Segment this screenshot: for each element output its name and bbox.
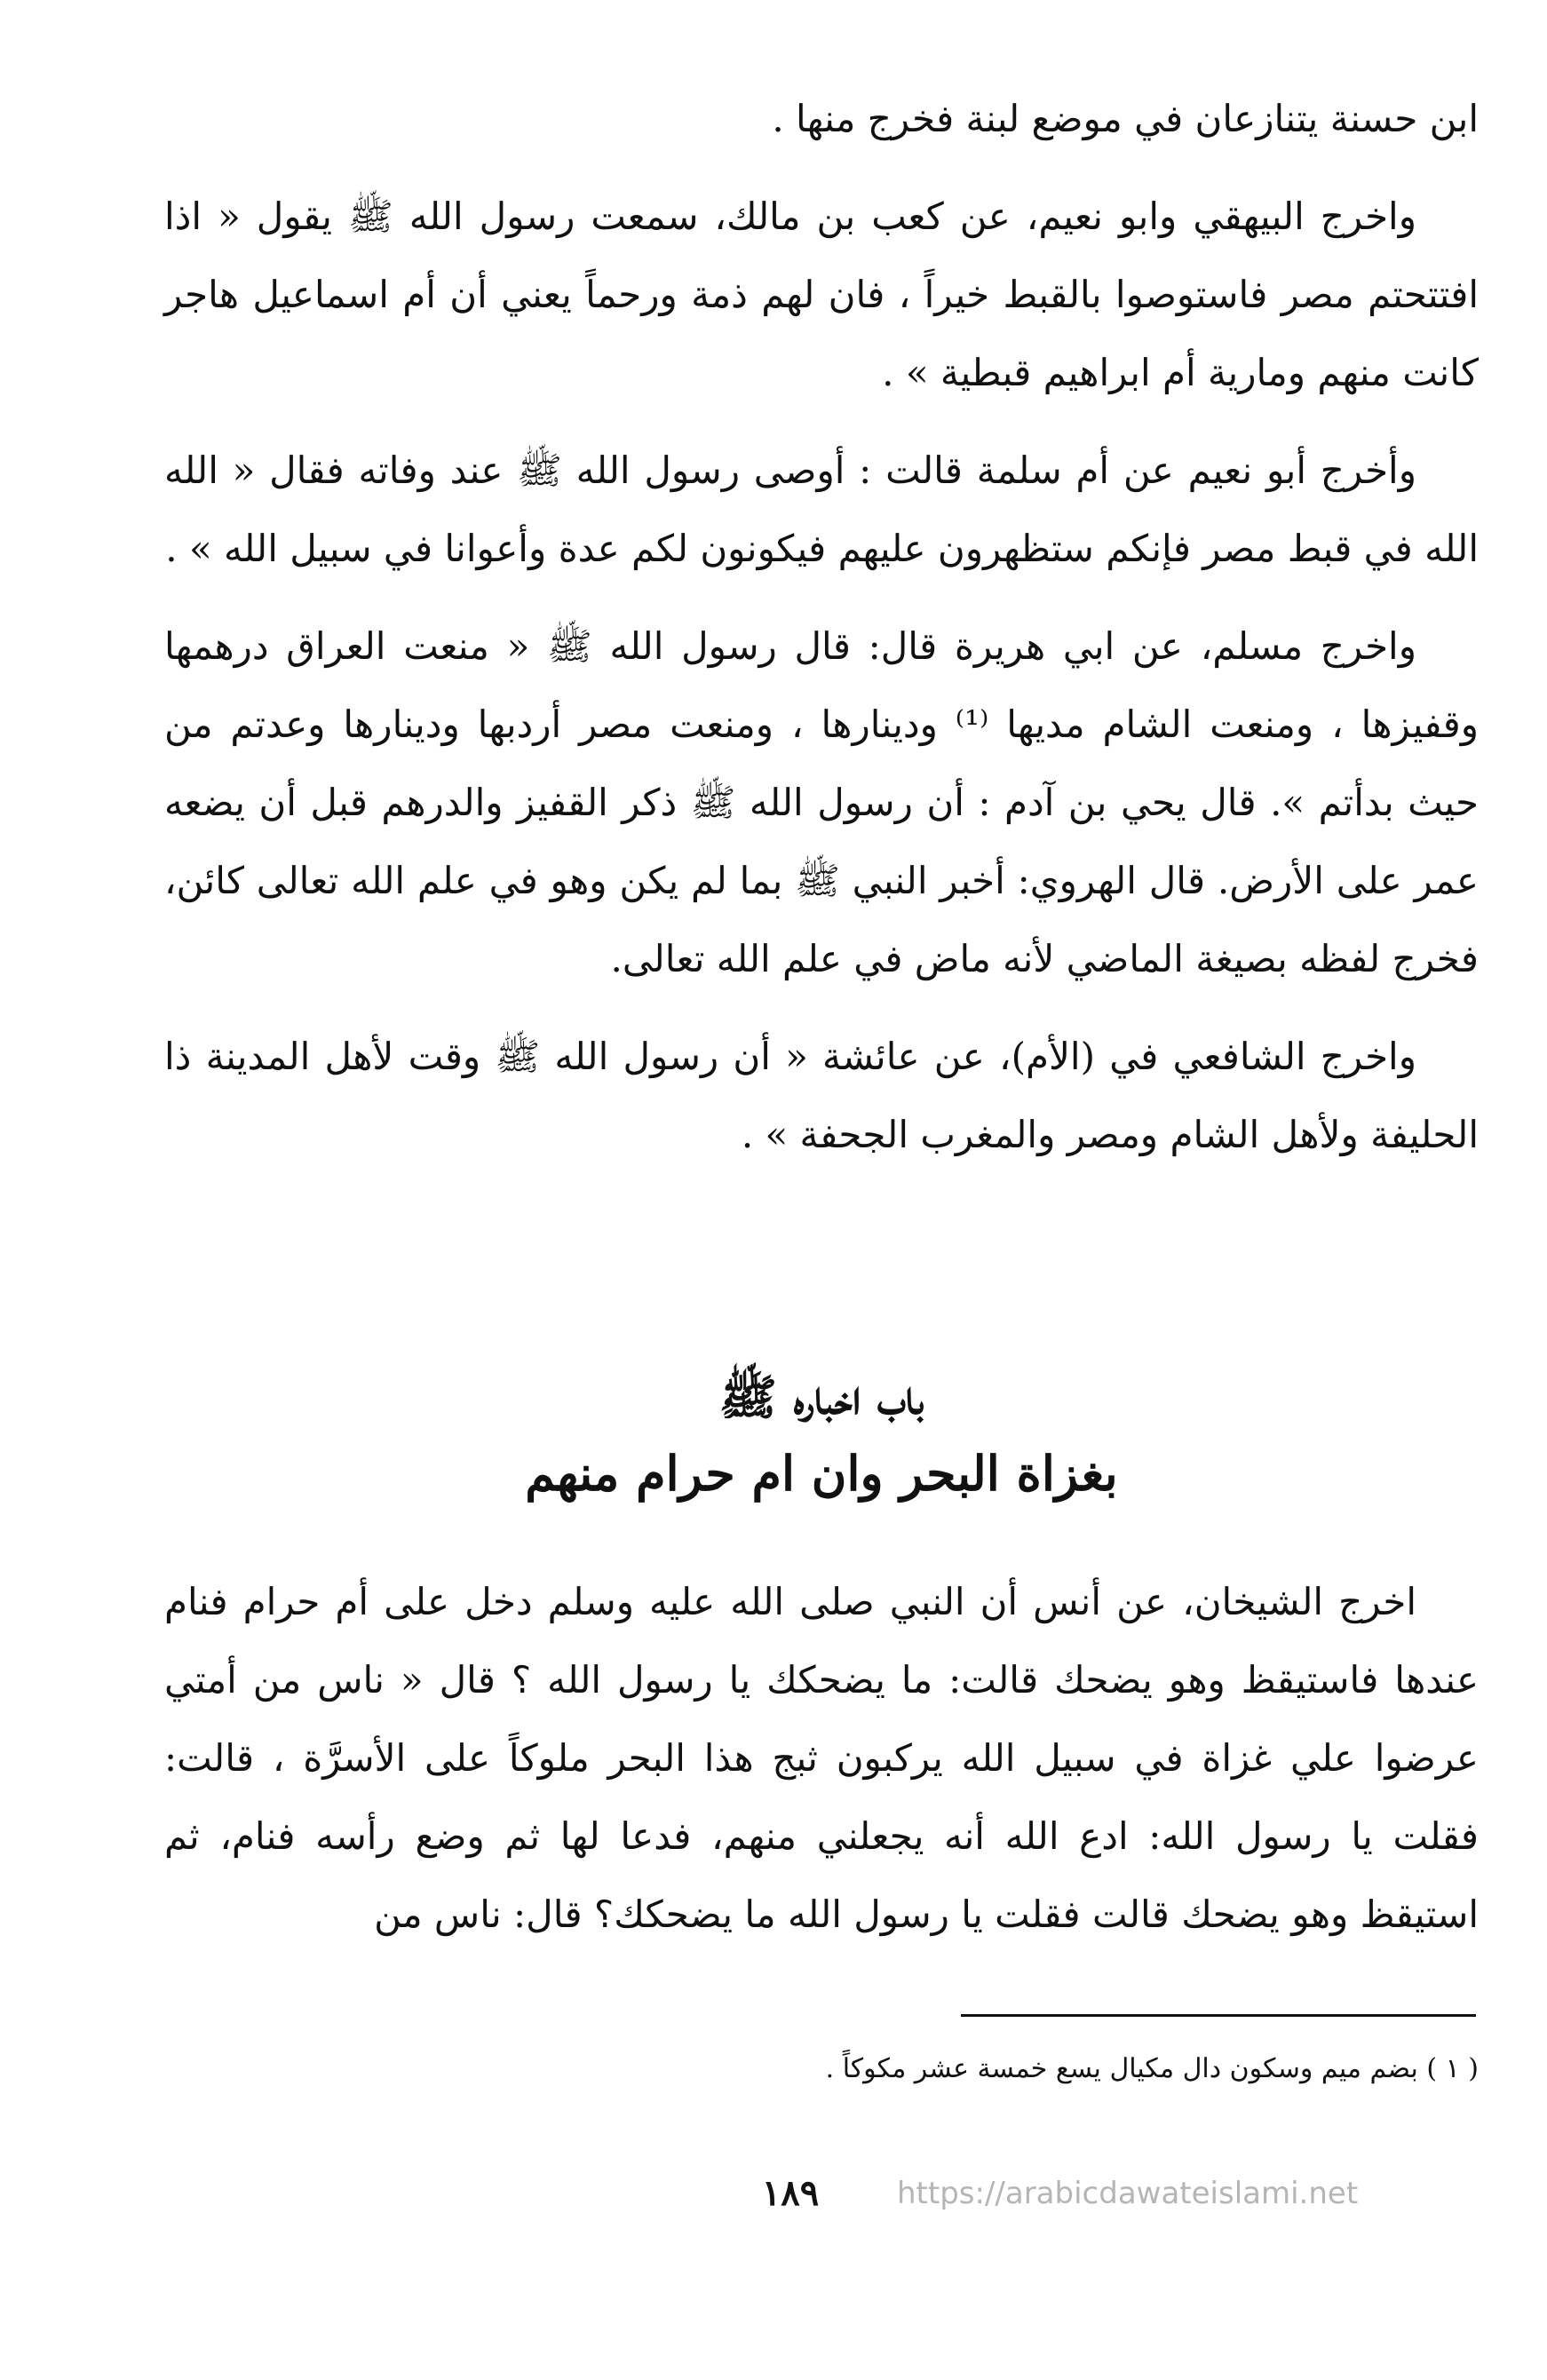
footnote: ( ١ ) بضم ميم وسكون دال مكيال يسع خمسة عشر مكوكاً . (825, 2053, 1479, 2084)
chapter-heading-line-2: بغزاة البحر وان ام حرام منهم (525, 1445, 1118, 1502)
watermark-url: https://arabicdawateislami.net (897, 2176, 1359, 2211)
chapter-heading-line-1: باب اخباره ﷺ (718, 1368, 924, 1425)
page-number: ١٨٩ (761, 2172, 820, 2214)
paragraph-2: واخرج البيهقي وابو نعيم، عن كعب بن مالك، سمعت رسول الله ﷺ يقول « اذا افتتحتم مصر فاستوصوا بالقبط خيراً ، فان لهم ذمة ورحماً يعني أن أم اسماعيل هاجر كانت منهم ومارية أم ابراهيم قبطية » . (164, 194, 1479, 394)
chapter-heading (164, 1359, 1479, 1511)
paragraph-3: وأخرج أبو نعيم عن أم سلمة قالت : أوصى رسول الله ﷺ عند وفاته فقال « الله الله في قبط مصر فإنكم ستظهرون عليهم فيكونون لكم عدة وأعوانا في سبيل الله » . (164, 448, 1479, 570)
top-text-block (164, 80, 1479, 1194)
bottom-text-block (164, 1563, 1479, 1973)
paragraph-4: واخرج مسلم، عن ابي هريرة قال: قال رسول الله ﷺ « منعت العراق درهمها وقفيزها ، ومنعت الشام مديها ⁽¹⁾ ودينارها ، ومنعت مصر أردبها ودينارها وعدتم من حيث بدأتم ». قال يحي بن آدم : أن رسول الله ﷺ ذكر القفيز والدرهم قبل أن يضعه عمر على الأرض. قال الهروي: أخبر النبي ﷺ بما لم يكن وهو في علم الله تعالى كائن، فخرج لفظه بصيغة الماضي لأنه ماض في علم الله تعالى. (164, 624, 1479, 980)
paragraph-1: ابن حسنة يتنازعان في موضع لبنة فخرج منها . (772, 97, 1479, 140)
paragraph-6: اخرج الشيخان، عن أنس أن النبي صلى الله عليه وسلم دخل على أم حرام فنام عندها فاستيقظ وهو يضحك قالت: ما يضحكك يا رسول الله ؟ قال « ناس من أمتي عرضوا علي غزاة في سبيل الله يركبون ثبج هذا البحر ملوكاً على الأسرَّة ، قالت: فقلت يا رسول الله: ادع الله أنه يجعلني منهم، فدعا لها ثم وضع رأسه فنام، ثم استيقظ وهو يضحك قالت فقلت يا رسول الله ما يضحكك؟ قال: ناس من (164, 1580, 1479, 1936)
paragraph-5: واخرج الشافعي في (الأم)، عن عائشة « أن رسول الله ﷺ وقت لأهل المدينة ذا الحليفة ولأهل الشام ومصر والمغرب الجحفة » . (164, 1035, 1479, 1156)
footnote-divider (961, 2014, 1476, 2017)
